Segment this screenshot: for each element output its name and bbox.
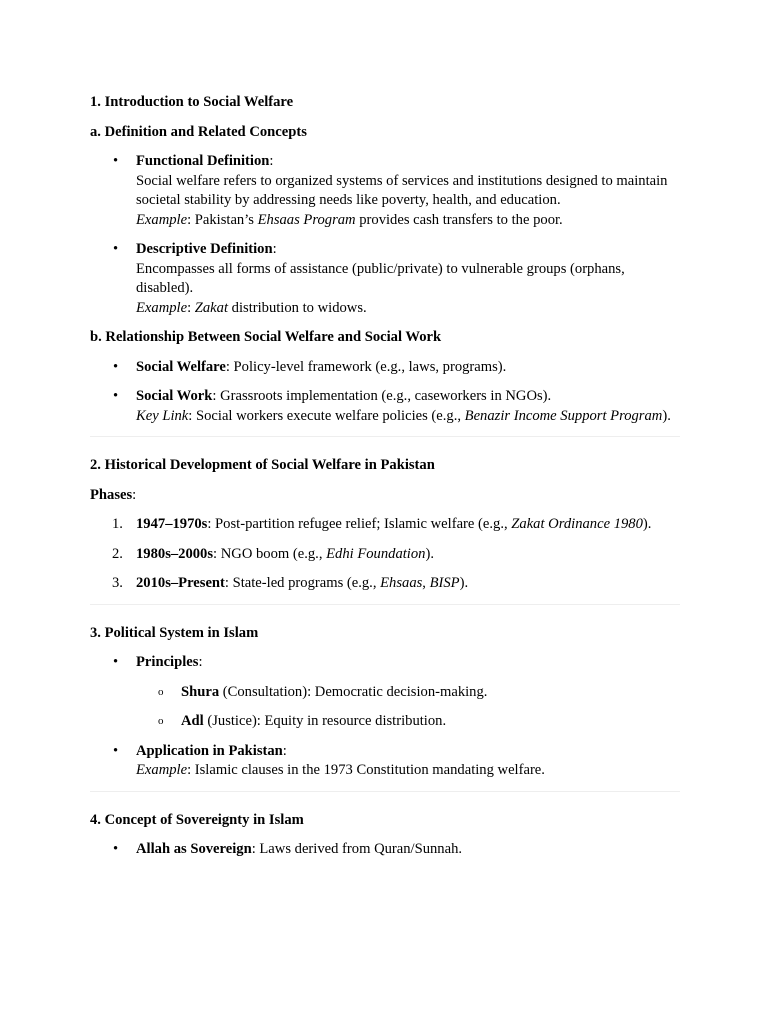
list-item-phase-3: 3. 2010s–Present: State-led programs (e.g., Ehsaas, BISP). bbox=[90, 574, 680, 594]
key-link-label: Key Link bbox=[136, 407, 189, 424]
relationship-list bbox=[90, 358, 680, 427]
list-number: 3. bbox=[112, 575, 123, 591]
descriptive-definition-text: Encompasses all forms of assistance (public/private) to vulnerable groups (orphans, disabled). bbox=[136, 260, 625, 296]
bisp-full-text: Benazir Income Support Program bbox=[464, 407, 663, 424]
list-item-descriptive-definition: • Descriptive Definition: Encompasses all forms of assistance (public/private) to vulnerable groups (orphans, disabled). Example: Zakat distribution to widows. bbox=[113, 241, 625, 316]
definitions-list bbox=[90, 152, 680, 318]
list-item-allah-sovereign: • Allah as Sovereign: Laws derived from Quran/Sunnah. bbox=[90, 840, 680, 860]
list-item-application: • Application in Pakistan: Example: Islamic clauses in the 1973 Constitution mandating welfare. bbox=[113, 742, 545, 778]
sovereignty-list bbox=[90, 840, 680, 860]
circle-bullet-icon: o bbox=[158, 715, 164, 727]
list-item-adl: o Adl (Justice): Equity in resource distribution. bbox=[90, 712, 680, 732]
list-item-shura: o Shura (Consultation): Democratic decision-making. bbox=[90, 683, 680, 703]
bullet-icon: • bbox=[113, 742, 119, 759]
subsection-b-heading: b. Relationship Between Social Welfare and Social Work bbox=[90, 329, 442, 345]
section-divider bbox=[90, 604, 680, 605]
list-number: 1. bbox=[112, 516, 123, 532]
subsection-a-heading: a. Definition and Related Concepts bbox=[90, 123, 307, 140]
section-3-heading: 3. Political System in Islam bbox=[90, 624, 259, 641]
list-item-principles: • Principles: bbox=[90, 653, 680, 673]
document-page bbox=[90, 93, 680, 870]
list-item-phase-1: 1. 1947–1970s: Post-partition refugee relief; Islamic welfare (e.g., Zakat Ordinance 1980). bbox=[90, 515, 680, 535]
bullet-icon: • bbox=[113, 153, 119, 169]
example-label: Example bbox=[136, 211, 188, 228]
bullet-icon: • bbox=[113, 654, 119, 670]
section-4-heading: 4. Concept of Sovereignty in Islam bbox=[90, 811, 304, 828]
functional-definition-text: Social welfare refers to organized systems of services and institutions designed to maintain societal stability by addressing needs like poverty, health, and education. bbox=[136, 172, 668, 208]
list-item-social-welfare: • Social Welfare: Policy-level framework (e.g., laws, programs). bbox=[90, 358, 680, 378]
bullet-icon: • bbox=[113, 358, 119, 375]
political-system-list bbox=[90, 653, 680, 781]
bullet-icon: • bbox=[113, 241, 119, 257]
bullet-icon: • bbox=[113, 388, 119, 404]
section-2-heading: 2. Historical Development of Social Welfare in Pakistan bbox=[90, 457, 435, 473]
list-item-phase-2: 2. 1980s–2000s: NGO boom (e.g., Edhi Foundation). bbox=[90, 545, 680, 565]
bullet-icon: • bbox=[113, 841, 119, 857]
phases-list bbox=[90, 515, 680, 594]
phases-label: Phases: bbox=[90, 486, 137, 503]
functional-definition-label: Functional Definition bbox=[136, 153, 270, 169]
list-item-social-work: • Social Work: Grassroots implementation (e.g., caseworkers in NGOs). Key Link: Social workers execute welfare policies (e.g., Benazir Income Support Program). bbox=[113, 388, 671, 424]
social-welfare-label: Social Welfare bbox=[136, 358, 226, 375]
list-number: 2. bbox=[112, 545, 123, 562]
example-label: Example bbox=[136, 762, 188, 778]
section-1-heading: 1. Introduction to Social Welfare bbox=[90, 94, 294, 110]
section-divider bbox=[90, 436, 680, 437]
circle-bullet-icon: o bbox=[158, 685, 164, 698]
section-divider bbox=[90, 791, 680, 792]
list-item-functional-definition: • Functional Definition: Social welfare refers to organized systems of services and institutions designed to maintain societal stability by addressing needs like poverty, health, and education. Example: Pakistan’s Ehsaas Program provides cash transfers to the poor. bbox=[113, 153, 668, 228]
descriptive-definition-label: Descriptive Definition bbox=[136, 241, 273, 257]
social-work-label: Social Work bbox=[136, 388, 213, 404]
example-label: Example bbox=[136, 299, 188, 316]
ehsaas-program-text: Ehsaas Program bbox=[257, 211, 356, 228]
zakat-text: Zakat bbox=[194, 299, 229, 316]
